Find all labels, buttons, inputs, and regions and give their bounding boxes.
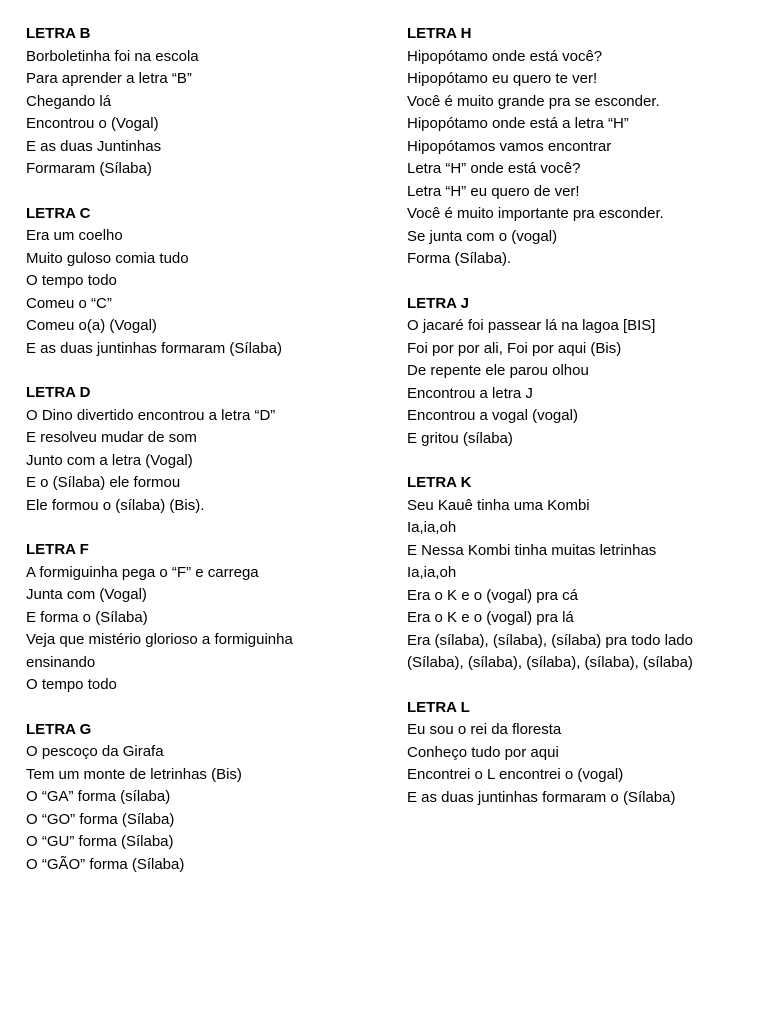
section-letra-k (407, 472, 752, 675)
lyric-line: Encontrou a letra J (407, 384, 533, 402)
lyric-line: E as duas juntinhas formaram o (Sílaba) (407, 788, 676, 806)
section-title: LETRA G (26, 720, 92, 738)
lyric-line: Veja que mistério glorioso a formiguinha (26, 631, 293, 648)
lyric-line: O “GA” forma (sílaba) (26, 788, 171, 805)
lyric-line: O “GU” forma (Sílaba) (26, 833, 174, 850)
lyric-line: Borboletinha foi na escola (26, 47, 199, 65)
lyric-line: Era um coelho (26, 227, 123, 244)
lyric-line: Se junta com o (vogal) (407, 227, 558, 245)
lyric-line: Era o K e o (vogal) pra lá (407, 609, 574, 626)
lyric-line: O jacaré foi passear lá na lagoa [BIS] (407, 317, 656, 334)
lyric-line: Conheço tudo por aqui (407, 743, 559, 761)
section-letra-h (407, 23, 752, 271)
section-letra-j (407, 293, 752, 451)
lyric-line: O tempo todo (26, 676, 117, 693)
lyric-line: Formaram (Sílaba) (26, 160, 152, 177)
lyric-line: O Dino divertido encontrou a letra “D” (26, 406, 276, 424)
lyric-line: E Nessa Kombi tinha muitas letrinhas (407, 541, 657, 559)
lyric-line: Letra “H” onde está você? (407, 160, 581, 177)
section-title: LETRA B (26, 25, 91, 42)
lyric-line: Comeu o “C” (26, 294, 112, 312)
section-title: LETRA K (407, 474, 472, 491)
lyric-line: Hipopótamo eu quero te ver! (407, 70, 598, 87)
section-title: LETRA L (407, 698, 470, 716)
lyric-line: Você é muito importante pra esconder. (407, 205, 664, 222)
section-title: LETRA F (26, 541, 89, 558)
lyric-line: Hipopótamos vamos encontrar (407, 137, 612, 155)
lyric-line: Chegando lá (26, 92, 112, 110)
lyric-line: ensinando (26, 653, 96, 671)
right-column (407, 23, 752, 831)
section-title: LETRA J (407, 294, 469, 312)
lyric-line: Ia,ia,oh (407, 519, 457, 536)
lyric-line: Era (sílaba), (sílaba), (sílaba) pra todo lado (407, 631, 693, 649)
lyric-line: O pescoço da Girafa (26, 743, 164, 760)
lyric-line: O tempo todo (26, 272, 117, 289)
lyric-line: E as duas Juntinhas (26, 137, 162, 155)
section-letra-l (407, 697, 752, 810)
lyric-line: Era o K e o (vogal) pra cá (407, 586, 578, 604)
section-title: LETRA C (26, 204, 91, 222)
lyric-line: Encontrou a vogal (vogal) (407, 407, 578, 424)
lyric-line: E forma o (Sílaba) (26, 608, 148, 626)
lyric-line: Tem um monte de letrinhas (Bis) (26, 765, 242, 783)
lyric-line: O “GÃO” forma (Sílaba) (26, 855, 185, 873)
lyric-line: Para aprender a letra “B” (26, 70, 192, 87)
lyric-line: Muito guloso comia tudo (26, 249, 189, 267)
lyric-line: Hipopótamo onde está a letra “H” (407, 115, 629, 132)
section-title: LETRA D (26, 384, 91, 401)
lyric-line: O “GO” forma (Sílaba) (26, 810, 175, 828)
lyric-line: E resolveu mudar de som (26, 429, 197, 446)
section-title: LETRA H (407, 25, 472, 42)
lyric-line: Encontrei o L encontrei o (vogal) (407, 766, 624, 783)
lyric-line: A formiguinha pega o “F” e carrega (26, 563, 259, 581)
section-letra-c (26, 203, 386, 361)
left-column (26, 23, 386, 898)
lyric-line: Seu Kauê tinha uma Kombi (407, 496, 590, 514)
section-letra-d (26, 382, 386, 517)
lyric-line: Eu sou o rei da floresta (407, 721, 562, 738)
lyric-line: Você é muito grande pra se esconder. (407, 92, 660, 110)
lyric-line: Letra “H” eu quero de ver! (407, 182, 580, 200)
lyric-line: Forma (Sílaba). (407, 250, 512, 267)
lyric-line: E as duas juntinhas formaram (Sílaba) (26, 339, 282, 357)
lyric-line: (Sílaba), (sílaba), (sílaba), (sílaba), (sílaba) (407, 654, 693, 671)
lyric-line: Ia,ia,oh (407, 564, 457, 581)
section-letra-f (26, 539, 386, 697)
lyric-line: Foi por por ali, Foi por aqui (Bis) (407, 339, 622, 357)
section-letra-g (26, 719, 386, 877)
section-letra-b (26, 23, 386, 181)
lyric-line: Ele formou o (sílaba) (Bis). (26, 496, 205, 514)
lyric-line: Encontrou o (Vogal) (26, 115, 159, 132)
lyric-line: Junta com (Vogal) (26, 586, 147, 603)
lyric-line: Hipopótamo onde está você? (407, 47, 603, 65)
lyric-line: Comeu o(a) (Vogal) (26, 317, 157, 334)
lyric-line: E o (Sílaba) ele formou (26, 474, 181, 491)
lyric-line: De repente ele parou olhou (407, 362, 589, 379)
lyric-line: Junto com a letra (Vogal) (26, 451, 193, 469)
lyric-line: E gritou (sílaba) (407, 429, 513, 447)
